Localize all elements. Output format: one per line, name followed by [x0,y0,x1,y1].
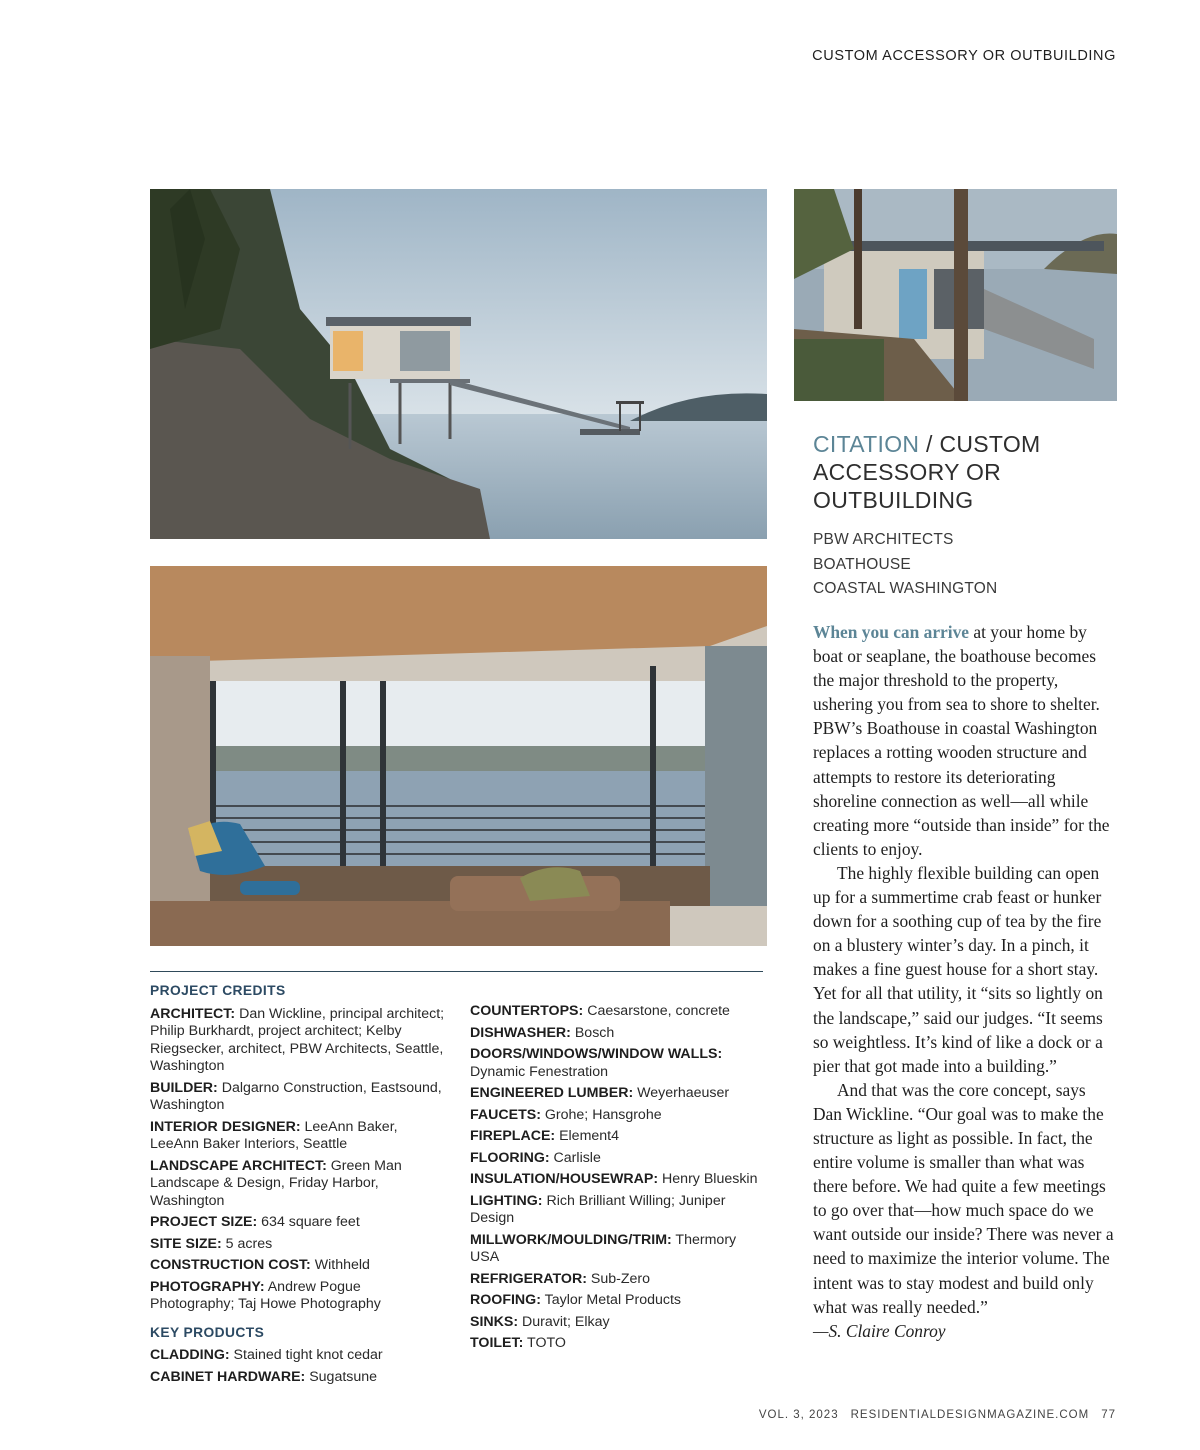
product-item: ROOFING: Taylor Metal Products [470,1292,682,1308]
key-products-heading: KEY PRODUCTS [150,1324,265,1340]
product-item: CABINET HARDWARE: Sugatsune [150,1368,378,1385]
product-item: CLADDING: Stained tight knot cedar [150,1347,383,1363]
credit-item: BUILDER: Dalgarno Construction, Eastsound, Washington [150,1079,442,1113]
product-item: LIGHTING: Rich Brilliant Willing; Juniper Design [470,1192,726,1226]
credit-item: PROJECT SIZE: 634 square feet [150,1214,360,1230]
project-name: BOATHOUSE [813,555,911,573]
product-item: FIREPLACE: Element4 [470,1128,620,1144]
article-paragraph-2: The highly flexible building can open up for a summertime crab feast or hunker down for a soothing cup of tea by the fire on a blustery winter’s day. In a pinch, it makes a fine guest house for a short stay. Yet for all that utility, it “sits so lightly on the landscape,” said our judges. “It seems so weightless. It’s kind of like a dock or a pier that got made into a building.” [813,862,1103,1076]
product-item: FLOORING: Carlisle [470,1149,601,1166]
product-item: COUNTERTOPS: Caesarstone, concrete [470,1003,730,1019]
credit-item: LANDSCAPE ARCHITECT: Green Man Landscape & Design, Friday Harbor, Washington [150,1157,402,1209]
project-location: COASTAL WASHINGTON [813,580,998,597]
article-paragraph-3: And that was the core concept, says Dan Wickline. “Our goal was to make the structure as light as possible. In fact, the entire volume is smaller than what was there before. We had quite a few meetings to go over that—how much space do we want outside our inside? There was never a need to maximize the interior volume. The intent was to stay modest and build only what was really needed.” [813,1079,1114,1317]
product-item: DOORS/WINDOWS/WINDOW WALLS: Dynamic Fenestration [470,1046,723,1080]
credit-item: PHOTOGRAPHY: Andrew Pogue Photography; Taj Howe Photography [150,1278,381,1312]
product-item: REFRIGERATOR: Sub-Zero [470,1270,651,1287]
credit-item: ARCHITECT: Dan Wickline, principal architect; Philip Burkhardt, project architect; Kelby Riegsecker, architect, PBW Architects, Seattle, Washington [150,1005,445,1074]
product-item: MILLWORK/MOULDING/TRIM: Thermory USA [470,1231,737,1265]
article-body [813,620,1119,1343]
article-lead-in: When you can arrive [813,622,970,642]
credit-item: INTERIOR DESIGNER: LeeAnn Baker, LeeAnn Baker Interiors, Seattle [150,1118,398,1152]
boathouse-exterior-photo [150,189,767,539]
footer-website: RESIDENTIALDESIGNMAGAZINE.COM [850,1409,1090,1421]
project-meta [813,528,1113,602]
award-title [813,430,1133,514]
article-byline: —S. Claire Conroy [813,1320,946,1341]
citation-label: CITATION [813,431,920,457]
article-paragraph-1-text: at your home by boat or seaplane, the boathouse becomes the major threshold to the property, ushering you from sea to shore to shelter. PBW’s Boathouse in coastal Washington replaces a rotting wooden structure and attempts to restore its deteriorating shoreline connection as well—all while creating more “outside than inside” for the clients to enjoy. [813,622,1110,859]
project-firm: PBW ARCHITECTS [813,531,954,548]
credit-item: CONSTRUCTION COST: Withheld [150,1257,370,1273]
page-number: 77 [1101,1409,1116,1421]
article-paragraph-1 [813,620,1119,861]
product-item: SINKS: Duravit; Elkay [470,1313,610,1330]
credits-divider [150,971,763,972]
product-item: INSULATION/HOUSEWRAP: Henry Blueskin [470,1171,758,1187]
page-footer [759,1409,1116,1421]
product-item: TOILET: TOTO [470,1335,566,1351]
credits-left-column [150,982,445,1390]
credits-right-column [470,1003,765,1357]
product-item: FAUCETS: Grohe; Hansgrohe [470,1106,662,1123]
footer-volume: VOL. 3, 2023 [758,1409,839,1421]
title-separator: / [926,431,933,457]
product-item: DISHWASHER: Bosch [470,1024,615,1041]
credit-item: SITE SIZE: 5 acres [150,1235,273,1252]
project-credits-heading: PROJECT CREDITS [150,983,286,998]
boathouse-deck-photo [794,189,1117,401]
boathouse-interior-photo [150,566,767,946]
product-item: ENGINEERED LUMBER: Weyerhaeuser [470,1085,730,1101]
section-label: CUSTOM ACCESSORY OR OUTBUILDING [812,48,1116,64]
award-category: CUSTOM ACCESSORY OR OUTBUILDING [813,431,1041,513]
